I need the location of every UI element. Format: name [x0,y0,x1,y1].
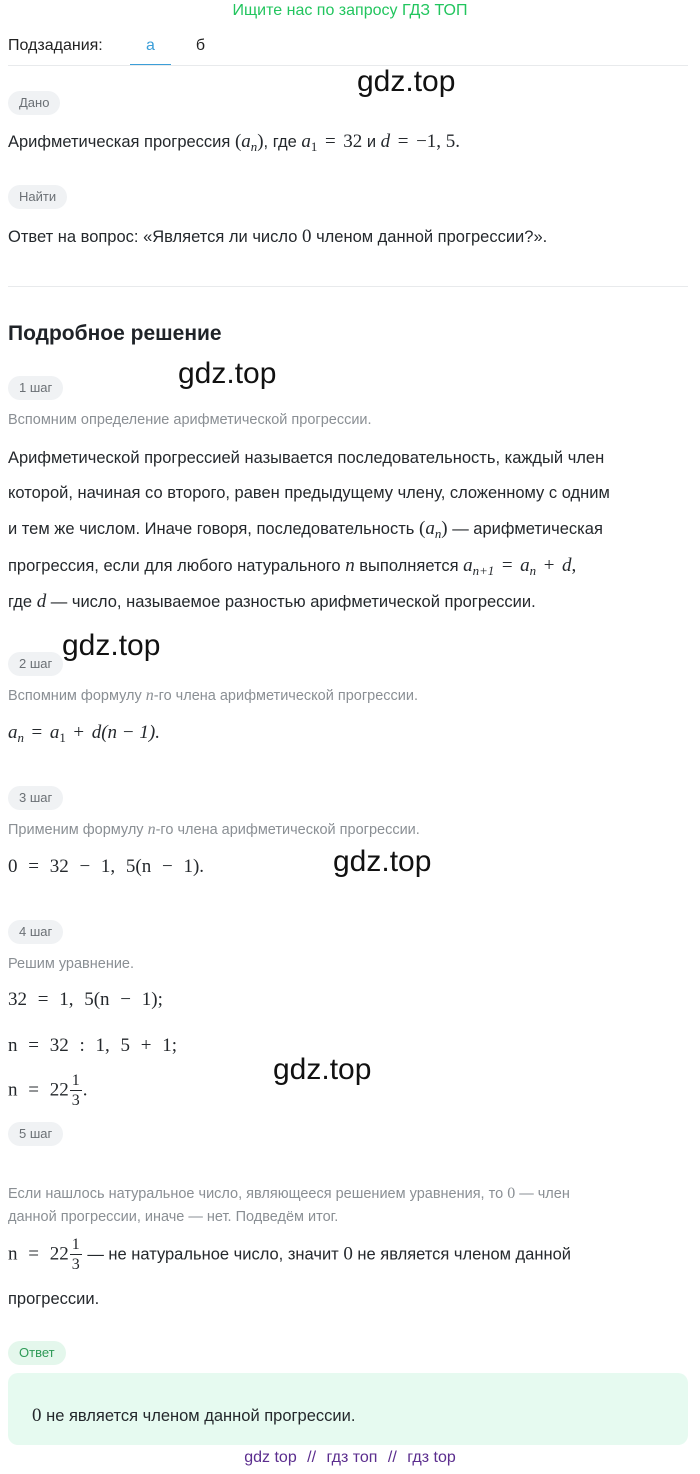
step3-hint: Применим формулу n-го члена арифметической прогрессии. [8,821,420,838]
step4-eq3: n = 22 $\frac{1}{3}$ . [8,1072,88,1109]
subtasks-label: Подзадания: [8,37,103,54]
step5-hint-line1: Если нашлось натуральное число, являющееся решением уравнения, то 0 — член [8,1185,570,1202]
footer-sep-2: // [387,1449,397,1466]
step4-hint: Решим уравнение. [8,956,135,972]
given-text: Арифметическая прогрессия $(a_n)$, где $a_1 = 32$ и d = −1, 5. [8,131,461,154]
footer-link-gdz-top-ru[interactable]: гдз топ [326,1449,378,1466]
step5-line2: прогрессии. [8,1290,100,1308]
step3-pill: 3 шаг [8,786,63,810]
step5-pill: 5 шаг [8,1122,63,1146]
step5-conclusion: n = 22 $\frac{1}{3}$ — не натуральное число, значит 0 не является членом данной [8,1236,571,1273]
watermark-3: gdz.top [62,629,161,662]
footer-link-gdz-top-mixed[interactable]: гдз top [407,1449,456,1466]
tab-a-label: а [146,37,155,54]
step2-formula: $a_n = a_1 + d(n - 1)$. [8,722,160,745]
step4-pill: 4 шаг [8,920,63,944]
tab-b[interactable] [180,32,221,66]
fraction-one-third-2: $\frac{1}{3}$ [71,1236,80,1273]
top-banner[interactable]: Ищите нас по запросу ГДЗ ТОП [232,2,468,19]
step1-hint: Вспомним определение арифметической прогрессии. [8,412,372,428]
find-text: Ответ на вопрос: «Является ли число 0 членом данной прогрессии?». [8,226,548,247]
watermark-5: gdz.top [273,1053,372,1086]
tab-a[interactable] [130,32,171,66]
section-divider [8,286,688,287]
step3-formula: 0 = 32 − 1, 5(n − 1). [8,856,205,877]
step1-line3: и тем же числом. Иначе говоря, последовательность $(a_n)$ — арифметическая [8,518,603,541]
tabs-divider [8,65,688,66]
answer-pill: Ответ [8,1341,66,1365]
given-pill: Дано [8,91,60,115]
fraction-one-third: $\frac{1}{3}$ [71,1072,80,1109]
step1-line5: где d — число, называемое разностью арифметической прогрессии. [8,591,536,612]
solution-title: Подробное решение [8,322,222,345]
step1-pill: 1 шаг [8,376,63,400]
step1-line1: Арифметической прогрессией называется последовательность, каждый член [8,449,605,467]
step2-pill: 2 шаг [8,652,63,676]
step4-eq2: n = 32 : 1, 5 + 1; [8,1035,177,1056]
step1-line2: которой, начиная со второго, равен предыдущему члену, сложенному с одним [8,484,610,502]
find-pill: Найти [8,185,67,209]
footer-link-gdz-top[interactable]: gdz top [244,1449,297,1466]
tab-b-label: б [195,37,206,54]
step4-eq1: 32 = 1, 5(n − 1); [8,989,163,1010]
step2-hint: Вспомним формулу n-го члена арифметической прогрессии. [8,687,418,704]
watermark-1: gdz.top [357,65,456,98]
watermark-2: gdz.top [178,357,277,390]
watermark-4: gdz.top [333,845,432,878]
answer-text: 0 не является членом данной прогрессии. [32,1405,356,1426]
footer-sep-1: // [307,1449,317,1466]
step1-line4: прогрессия, если для любого натурального n выполняется $a_{n+1} = a_n + d$, [8,555,577,578]
step5-hint-line2: данной прогрессии, иначе — нет. Подведём итог. [8,1209,339,1225]
footer-links [0,1449,700,1467]
